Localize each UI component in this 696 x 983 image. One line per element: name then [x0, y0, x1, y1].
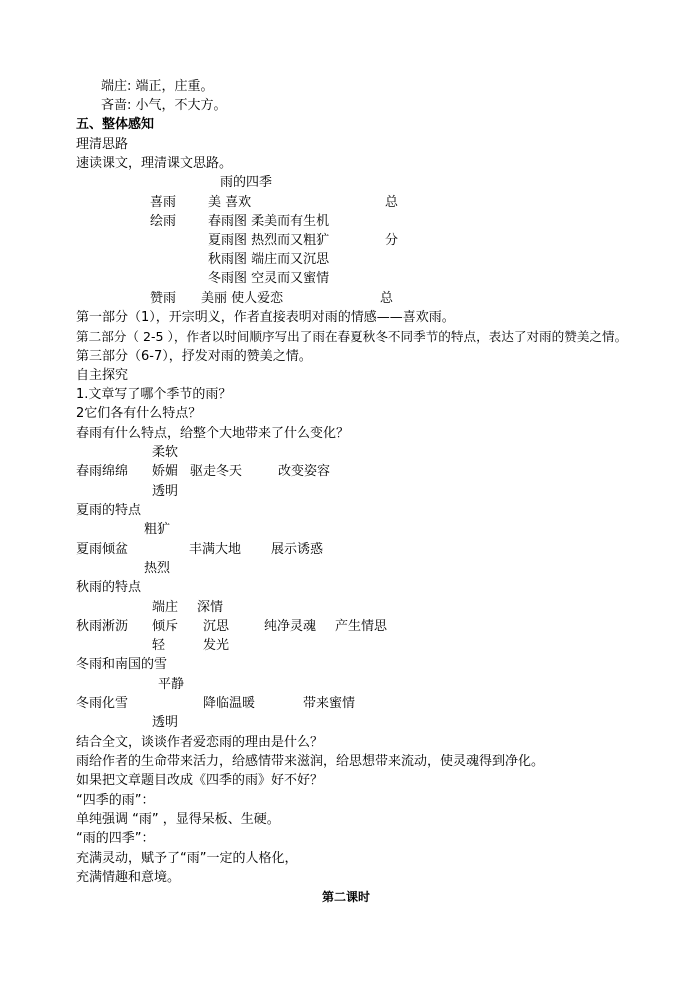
- rain-effect: 降临温暖: [203, 696, 256, 711]
- outline-label: 喜雨: [150, 195, 177, 210]
- paragraph: 雨给作者的生命带来活力，给感情带来滋润，给思想带来流动，使灵魂得到净化。: [76, 754, 545, 769]
- outline-content: 冬雨图 空灵而又蜜情: [208, 271, 330, 286]
- season-title: 秋雨的特点: [76, 580, 142, 595]
- question: 春雨有什么特点，给整个大地带来了什么变化？: [76, 426, 350, 441]
- rain-change: 产生情思: [335, 619, 388, 634]
- vocab-word: 端庄:: [101, 79, 136, 94]
- outline-mark: 总: [380, 291, 394, 306]
- season-title: 夏雨的特点: [76, 503, 142, 518]
- question: 1.文章写了哪个季节的雨？: [76, 387, 232, 402]
- outline-label: 绘雨: [150, 214, 177, 229]
- outline-title: 雨的四季: [220, 175, 273, 190]
- season-title: 冬雨和南国的雪: [76, 657, 168, 672]
- lesson-footer: 第二课时: [322, 890, 371, 904]
- rain-effect: 丰满大地: [189, 542, 242, 557]
- paragraph: 充满情趣和意境。: [76, 870, 181, 885]
- instruction: 速读课文，理清课文思路。: [76, 156, 233, 171]
- trait-word: 透明: [152, 715, 179, 730]
- paragraph: 单纯强调 “雨” ，显得呆板、生硬。: [76, 812, 280, 827]
- trait-word: 热烈: [144, 561, 171, 576]
- outline-content: 夏雨图 热烈而又粗犷: [208, 233, 330, 248]
- trait-word: 柔软: [152, 445, 179, 460]
- season-rain: 春雨绵绵: [76, 464, 129, 479]
- trait-word: 轻: [152, 638, 166, 653]
- vocab-meaning: 端正，庄重。: [135, 79, 214, 94]
- trait-word: 娇媚: [152, 464, 179, 479]
- season-rain: 冬雨化雪: [76, 696, 129, 711]
- trait-word: 发光: [203, 638, 230, 653]
- rain-change: 展示诱惑: [271, 542, 324, 557]
- vocab-item: [101, 77, 214, 96]
- paragraph: “四季的雨”：: [76, 793, 155, 808]
- outline-content: 美 喜欢: [208, 195, 252, 210]
- trait-word: 深情: [197, 600, 224, 615]
- outline-content: 美丽 使人爱恋: [201, 291, 284, 306]
- trait-word: 平静: [158, 677, 185, 692]
- outline-mark: 分: [385, 233, 399, 248]
- paragraph: “雨的四季”：: [76, 831, 155, 846]
- vocab-word: 吝啬:: [101, 98, 136, 113]
- trait-word: 倾斥: [152, 619, 179, 634]
- rain-change: 改变姿容: [278, 464, 331, 479]
- vocab-item: [101, 96, 227, 115]
- outline-label: 赞雨: [150, 291, 177, 306]
- paragraph: 第二部分（ 2-5 ），作者以时间顺序写出了雨在春夏秋冬不同季节的特点，表达了对雨的赞美之情。: [76, 329, 628, 344]
- question: 2它们各有什么特点？: [76, 406, 202, 421]
- vocab-meaning: 小气，不大方。: [135, 98, 227, 113]
- paragraph: 第一部分（1），开宗明义，作者直接表明对雨的情感——喜欢雨。: [76, 310, 455, 325]
- trait-word: 沉思: [203, 619, 230, 634]
- paragraph: 结合全文，谈谈作者爱恋雨的理由是什么？: [76, 735, 324, 750]
- sub-heading: 理清思路: [76, 137, 129, 152]
- season-rain: 秋雨淅沥: [76, 619, 129, 634]
- season-rain: 夏雨倾盆: [76, 542, 129, 557]
- rain-change: 带来蜜情: [303, 696, 356, 711]
- outline-content: 秋雨图 端庄而又沉思: [208, 252, 330, 267]
- paragraph: 充满灵动，赋予了“雨”一定的人格化，: [76, 851, 298, 866]
- paragraph: 第三部分（6-7），抒发对雨的赞美之情。: [76, 349, 312, 364]
- paragraph: 如果把文章题目改成《四季的雨》好不好？: [76, 773, 324, 788]
- trait-word: 端庄: [152, 600, 179, 615]
- outline-content: 春雨图 柔美而有生机: [208, 214, 330, 229]
- rain-effect: 驱走冬天: [190, 464, 243, 479]
- trait-word: 粗犷: [144, 522, 171, 537]
- explore-heading: 自主探究: [76, 368, 129, 383]
- section-heading: 五、整体感知: [76, 117, 155, 132]
- trait-word: 透明: [152, 484, 179, 499]
- rain-effect: 纯净灵魂: [264, 619, 317, 634]
- outline-mark: 总: [385, 195, 399, 210]
